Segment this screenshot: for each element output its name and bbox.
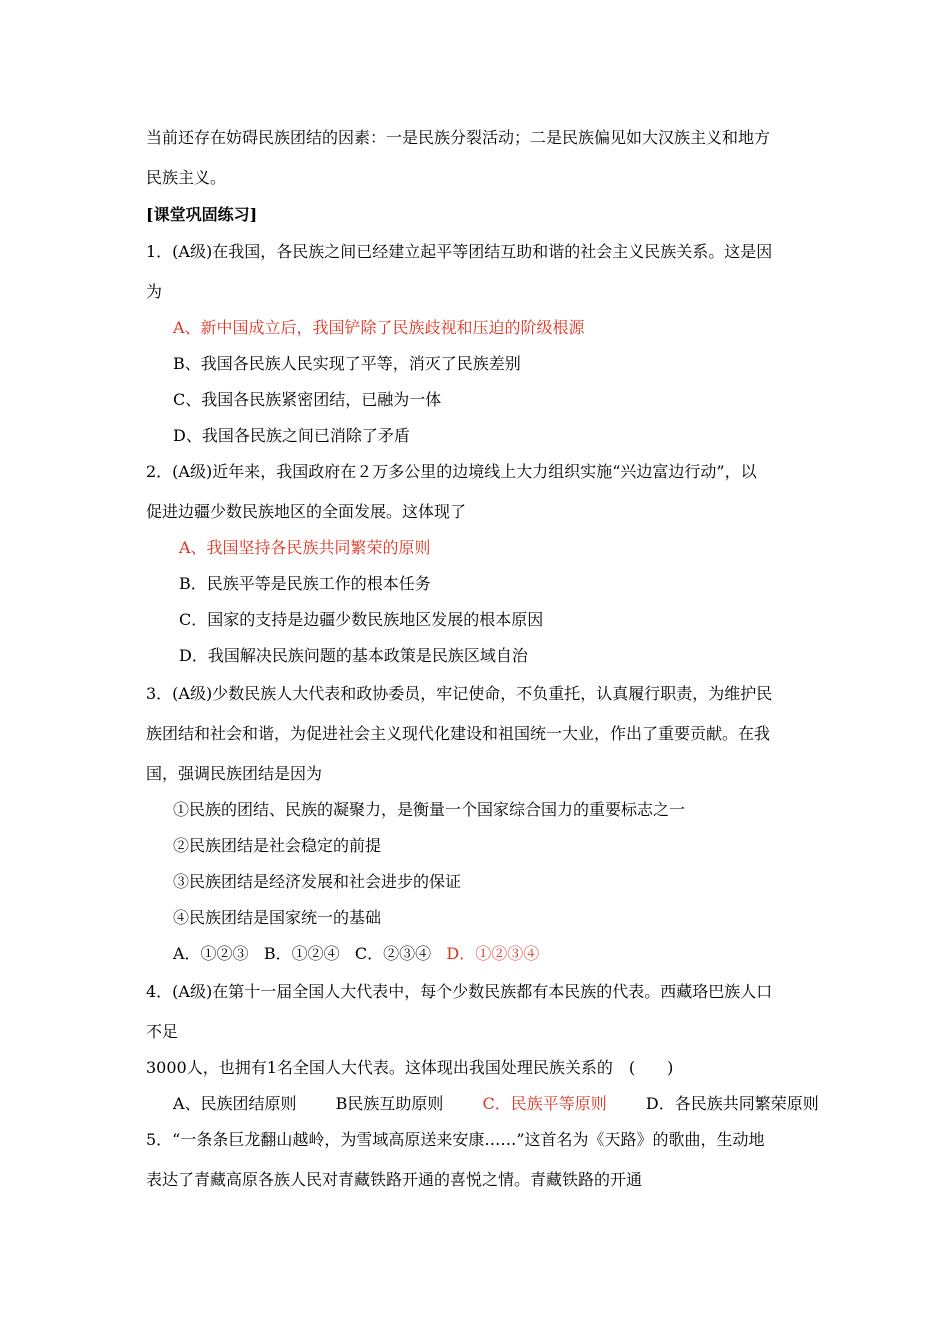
q4-choice-d: D．各民族共同繁荣原则 bbox=[645, 1094, 819, 1113]
section-title: [课堂巩固练习] bbox=[146, 205, 258, 224]
q3-stem-line-2: 族团结和社会和谐，为促进社会主义现代化建设和祖国统一大业，作出了重要贡献。在我 bbox=[146, 724, 771, 743]
q1-option-a: A、新中国成立后，我国铲除了民族歧视和压迫的阶级根源 bbox=[173, 318, 585, 337]
q3-item-4: ④民族团结是国家统一的基础 bbox=[173, 908, 382, 927]
q2-option-a: A、我国坚持各民族共同繁荣的原则 bbox=[179, 538, 431, 557]
q2-stem-line-2: 促进边疆少数民族地区的全面发展。这体现了 bbox=[146, 502, 467, 521]
q1-option-d: D、我国各民族之间已消除了矛盾 bbox=[173, 426, 410, 445]
q1-option-b: B、我国各民族人民实现了平等，消灭了民族差别 bbox=[173, 354, 521, 373]
q3-choice-c: C．②③④ bbox=[354, 944, 432, 963]
q4-stem-line-2: 不足 bbox=[146, 1022, 179, 1041]
q1-stem-line-1: 1．(A级)在我国，各民族之间已经建立起平等团结互助和谐的社会主义民族关系。这是因 bbox=[146, 242, 773, 261]
q3-choice-a: A．①②③ bbox=[173, 944, 249, 963]
q4-choice-c: C．民族平等原则 bbox=[482, 1094, 607, 1113]
q2-option-b: B．民族平等是民族工作的根本任务 bbox=[179, 574, 431, 593]
q3-choices bbox=[173, 944, 539, 964]
q3-choice-b: B．①②④ bbox=[263, 944, 340, 963]
q5-stem-line-1: 5．“一条条巨龙翻山越岭，为雪域高原送来安康……”这首名为《天路》的歌曲，生动地 bbox=[146, 1130, 765, 1149]
q3-choice-d: D．①②③④ bbox=[446, 944, 540, 963]
q1-option-c: C、我国各民族紧密团结，已融为一体 bbox=[173, 390, 442, 409]
q4-choice-b: B民族互助原则 bbox=[335, 1094, 444, 1113]
q4-stem-line-1: 4．(A级)在第十一届全国人大代表中，每个少数民族都有本民族的代表。西藏珞巴族人口 bbox=[146, 982, 773, 1001]
q3-item-3: ③民族团结是经济发展和社会进步的保证 bbox=[173, 872, 462, 891]
intro-line-2: 民族主义。 bbox=[146, 168, 227, 187]
q3-item-1: ①民族的团结、民族的凝聚力，是衡量一个国家综合国力的重要标志之一 bbox=[173, 800, 686, 819]
q2-option-d: D．我国解决民族问题的基本政策是民族区域自治 bbox=[179, 646, 528, 665]
q2-stem-line-1: 2．(A级)近年来，我国政府在２万多公里的边境线上大力组织实施“兴边富边行动”，以 bbox=[146, 462, 757, 481]
q4-choice-a: A、民族团结原则 bbox=[173, 1094, 297, 1113]
q1-stem-line-2: 为 bbox=[146, 282, 163, 301]
q5-stem-line-2: 表达了青藏高原各族人民对青藏铁路开通的喜悦之情。青藏铁路的开通 bbox=[146, 1170, 643, 1189]
intro-line-1: 当前还存在妨碍民族团结的因素：一是民族分裂活动；二是民族偏见如大汉族主义和地方 bbox=[146, 128, 771, 147]
q3-stem-line-3: 国，强调民族团结是因为 bbox=[146, 764, 323, 783]
q4-choices bbox=[173, 1094, 819, 1114]
q3-stem-line-1: 3．(A级)少数民族人大代表和政协委员，牢记使命，不负重托，认真履行职责，为维护民 bbox=[146, 684, 773, 703]
q3-item-2: ②民族团结是社会稳定的前提 bbox=[173, 836, 382, 855]
q2-option-c: C．国家的支持是边疆少数民族地区发展的根本原因 bbox=[179, 610, 544, 629]
q4-stem-line-3: 3000人，也拥有1名全国人大代表。这体现出我国处理民族关系的 ( ) bbox=[146, 1058, 674, 1077]
